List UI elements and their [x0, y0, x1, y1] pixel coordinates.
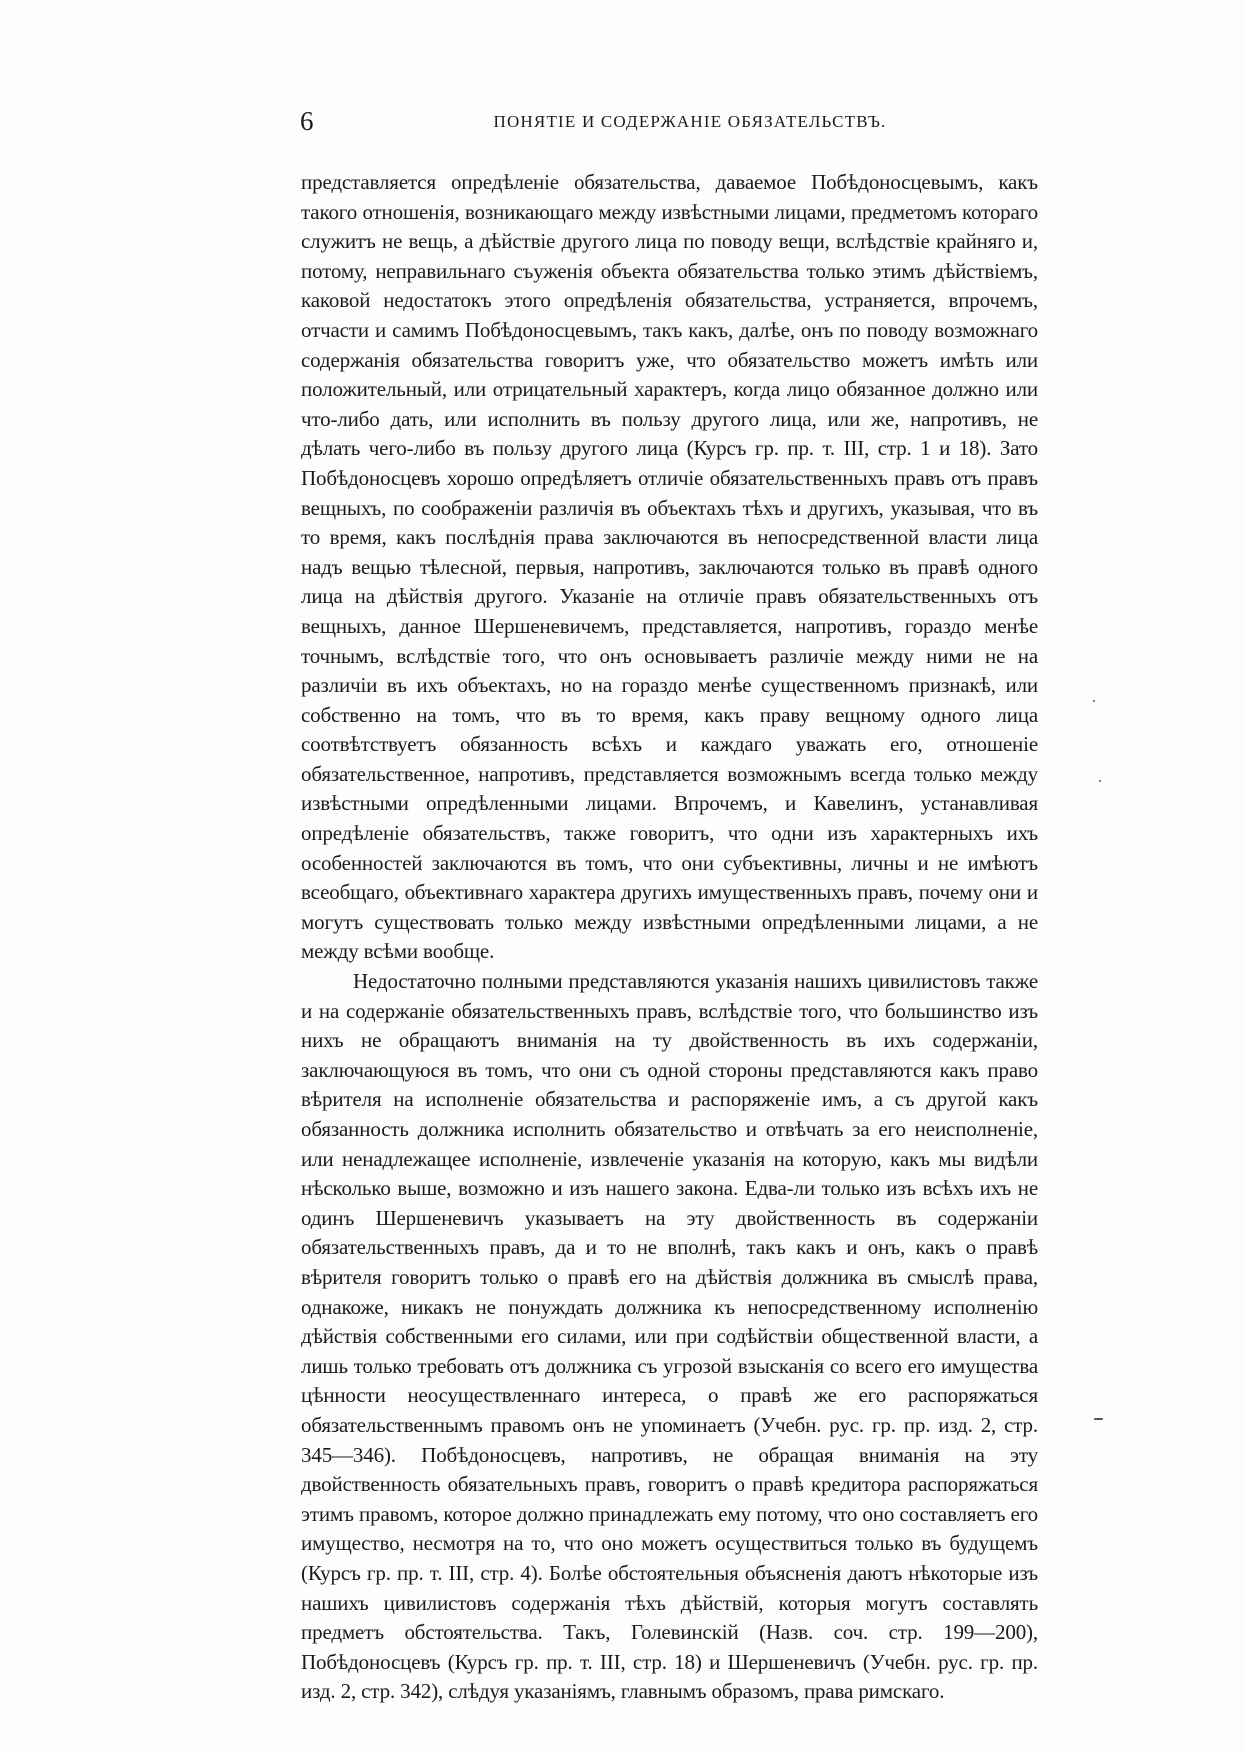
scan-speck — [1099, 780, 1101, 782]
scan-speck — [1093, 700, 1095, 702]
body-text — [301, 168, 1038, 1707]
scan-speck — [1094, 1418, 1103, 1420]
paragraph-2: Недостаточно полными представляются указанія нашихъ цивилистовъ также и на содержаніе обязательственныхъ правъ, вслѣдствіе того, что большинство изъ нихъ не обращаютъ вниманія на ту двойственность въ ихъ содержаніи, заключающуюся въ томъ, что они съ одной стороны представляются какъ право вѣрителя на исполненіе обязательства и распоряженіе имъ, а съ другой какъ обязанность должника исполнить обязательство и отвѣчать за его неисполненіе, или ненадлежащее исполненіе, извлеченіе указанія на которую, какъ мы видѣли нѣсколько выше, возможно и изъ нашего закона. Едва-ли только изъ всѣхъ ихъ не одинъ Шершеневичъ указываетъ на эту двойственность въ содержаніи обязательственныхъ правъ, да и то не вполнѣ, такъ какъ и онъ, какъ о правѣ вѣрителя говоритъ только о правѣ его на дѣйствія должника въ смыслѣ права, однакоже, никакъ не понуждать должника къ непосредственному исполненію дѣйствія собственными его силами, или при содѣйствіи общественной власти, а лишь только требовать отъ должника съ угрозой взысканія со всего его имущества цѣнности неосуществленнаго интереса, о правѣ же его распоряжаться обязательственнымъ правомъ онъ не упоминаетъ (Учебн. рус. гр. пр. изд. 2, стр. 345—346). Побѣдоносцевъ, напротивъ, не обращая вниманія на эту двойственность обязательныхъ правъ, говоритъ о правѣ кредитора распоряжаться этимъ правомъ, которое должно принадлежать ему потому, что оно составляетъ его имущество, несмотря на то, что оно можетъ осуществиться только въ будущемъ (Курсъ гр. пр. т. III, стр. 4). Болѣе обстоятельныя объясненія даютъ нѣкоторые изъ нашихъ цивилистовъ содержанія тѣхъ дѣйствій, которыя могутъ составлять предметъ обстоятельства. Такъ, Голевинскій (Назв. соч. стр. 199—200), Побѣдоносцевъ (Курсъ гр. пр. т. III, стр. 18) и Шершеневичъ (Учебн. рус. гр. пр. изд. 2, стр. 342), слѣдуя указаніямъ, главнымъ образомъ, права римскаго. — [301, 969, 1038, 1704]
page-header — [300, 106, 1022, 136]
page-number: 6 — [300, 106, 314, 136]
paragraph-1: представляется опредѣленіе обязательства, даваемое Побѣдоносцевымъ, какъ такого отношенія, возникающаго между извѣстными лицами, предметомъ котораго служитъ не вещь, а дѣйствіе другого лица по поводу вещи, вслѣдствіе крайняго и, потому, неправильнаго съуженія объекта обязательства только этимъ дѣйствіемъ, каковой недостатокъ этого опредѣленія обязательства, устраняется, впрочемъ, отчасти и самимъ Побѣдоносцевымъ, такъ какъ, далѣе, онъ по поводу возможнаго содержанія обязательства говоритъ уже, что обязательство можетъ имѣть или положительный, или отрицательный характеръ, когда лицо обязанное должно или что-либо дать, или исполнить въ пользу другого лица, или же, напротивъ, не дѣлать чего-либо въ пользу другого лица (Курсъ гр. пр. т. III, стр. 1 и 18). Зато Побѣдоносцевъ хорошо опредѣляетъ отличіе обязательственныхъ правъ отъ правъ вещныхъ, по соображеніи различія въ объектахъ тѣхъ и другихъ, указывая, что въ то время, какъ послѣднія права заключаются въ непосредственной власти лица надъ вещью тѣлесной, первыя, напротивъ, заключаются только въ правѣ одного лица на дѣйствія другого. Указаніе на отличіе правъ обязательственныхъ отъ вещныхъ, данное Шершеневичемъ, представляется, напротивъ, гораздо менѣе точнымъ, вслѣдствіе того, что онъ основываетъ различіе между ними не на различіи въ ихъ объектахъ, но на гораздо менѣе существенномъ признакѣ, или собственно на томъ, что въ то время, какъ праву вещному одного лица соотвѣтствуетъ обязанность всѣхъ и каждаго уважать его, отношеніе обязательственное, напротивъ, представляется возможнымъ всегда только между извѣстными опредѣленными лицами. Впрочемъ, и Кавелинъ, устанавливая опредѣленіе обязательствъ, также говоритъ, что одни изъ характерныхъ ихъ особенностей заключаются въ томъ, что они субъективны, личны и не имѣютъ всеобщаго, объективнаго характера другихъ имущественныхъ правъ, почему они и могутъ существовать только между извѣстными опредѣленными лицами, а не между всѣми вообще. — [301, 170, 1038, 964]
running-head: ПОНЯТІЕ И СОДЕРЖАНІЕ ОБЯЗАТЕЛЬСТВЪ. — [493, 112, 887, 131]
